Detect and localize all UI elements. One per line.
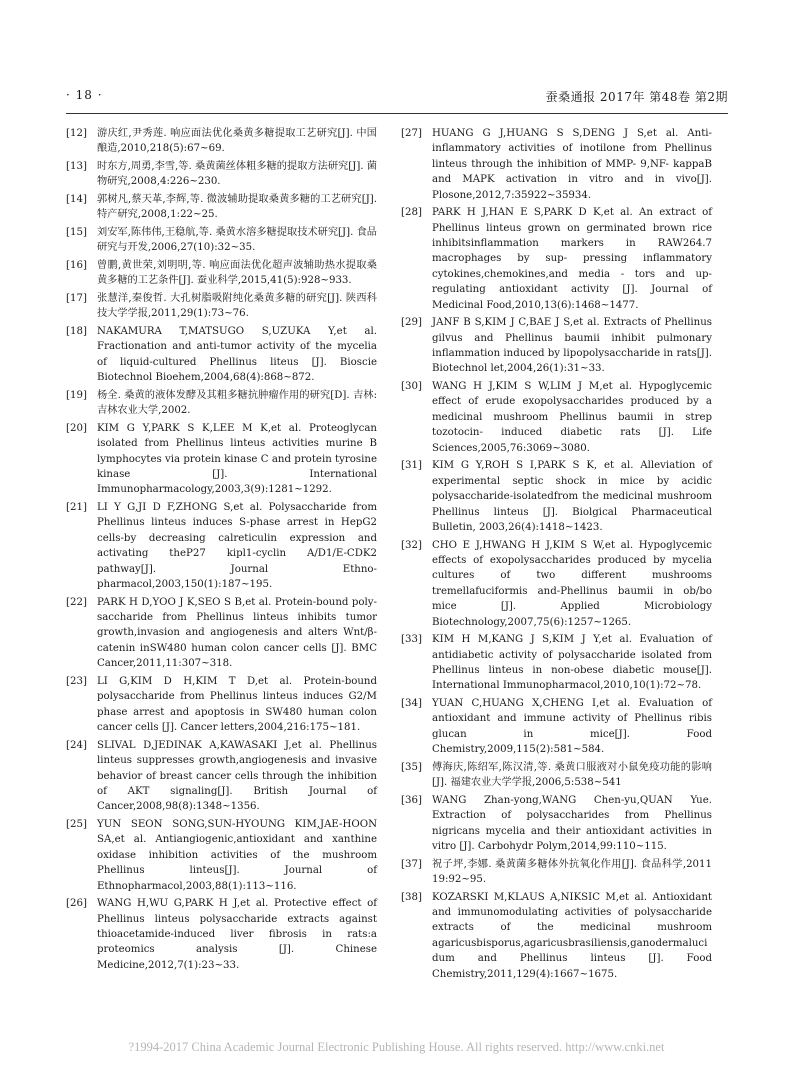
reference-number: [14] [66,194,87,205]
reference-number: [17] [66,293,87,304]
reference-number: [35] [401,761,422,773]
reference-number: [21] [66,502,87,514]
reference-item [66,225,377,256]
reference-item [66,896,377,973]
reference-number: [25] [66,818,87,830]
reference-text: LI G,KIM D H,KIM T D,et al. Protein-bound polysaccharide from Phellinus linteus induces G2/M phase arrest and apoptosis in SW480 human colon cancer cells [J]. Cancer letters,2004,216:175~181. [97,675,377,734]
reference-text: 刘安军,陈伟伟,王稳航,等. 桑黄水溶多糖提取技术研究[J]. 食品研究与开发,2006,27(10):32~35. [97,227,377,254]
reference-item [401,632,712,694]
reference-text: PARK H J,HAN E S,PARK D K,et al. An extract of Phellinus linteus grown on germinated brown rice inhibitsinflammation markers in RAW264.7 macrophages by sup- pressing inflammatory cytokines,chemokines,and media - tors and up- regulating antioxidant activity [J]. Journal of Medicinal Food,2010,13(6):1468~1477. [432,207,712,311]
reference-item [66,674,377,736]
reference-item [401,696,712,758]
reference-text: 傅海庆,陈绍军,陈汉清,等. 桑黄口服液对小鼠免疫功能的影响[J]. 福建农业大学学报,2006,5:538~541 [432,761,712,789]
reference-text: PARK H D,YOO J K,SEO S B,et al. Protein-bound poly- saccharide from Phellinus linteus inhibits tumor growth,invasion and angiogenesis and alters Wnt/β-catenin inSW480 human colon cancer cells [J]. BMC Cancer,2011,11:307~318. [97,596,377,670]
reference-item [66,500,377,592]
reference-item [66,421,377,498]
reference-number: [15] [66,227,87,238]
reference-text: LI Y G,JI D F,ZHONG S,et al. Polysaccharide from Phellinus linteus induces S-phase arrest in HepG2 cells-by decreasing calreticulin expression and activating theP27 kipl1-cyclin A/D1/E-CDK2 pathway[J]. Journal Ethno-pharmacol,2003,150(1):187~195. [97,502,377,591]
reference-text: 杨全. 桑黄的液体发酵及其粗多糖抗肿瘤作用的研究[D]. 吉林:吉林农业大学,2002. [97,389,377,417]
reference-text: KIM G Y,PARK S K,LEE M K,et al. Proteoglycan isolated from Phellinus linteus activities murine B lymphocytes via protein kinase C and protein tyrosine kinase [J]. International Immunopharmacology,2003,3(9):1281~1292. [97,422,377,496]
reference-item [401,760,712,791]
reference-text: 祝子坪,李娜. 桑黄菌多糖体外抗氧化作用[J]. 食品科学,2011 19:92~95. [432,858,712,885]
reference-number: [36] [401,794,422,806]
reference-text: SLIVAL D,JEDINAK A,KAWASAKI J,et al. Phellinus linteus suppresses growth,angiogenesis and invasive behavior of breast cancer cells through the inhibition of AKT signaling[J]. British Journal of Cancer,2008,98(8):1348~1356. [97,739,377,813]
reference-item [401,538,712,630]
reference-text: YUN SEON SONG,SUN-HYOUNG KIM,JAE-HOON SA,et al. Antiangiogenic,antioxidant and xanthine oxidase inhibition activities of the mushroom Phellinus linteus[J]. Journal of Ethnopharmacol,2003,88(1):113~116. [97,818,377,892]
page-header [66,88,728,108]
reference-number: [30] [401,381,422,393]
header-rule [66,113,728,114]
reference-text: KIM H M,KANG J S,KIM J Y,et al. Evaluation of antidiabetic activity of polysaccharide isolated from Phellinus linteus in non-obese diabetic mouse[J]. International Immunopharmacol,2010,10(1):72~78. [432,634,712,692]
reference-item [401,793,712,855]
reference-item [401,379,712,456]
reference-item [401,205,712,313]
reference-text: YUAN C,HUANG X,CHENG I,et al. Evaluation of antioxidant and immune activity of Phellinus ribis glucan in mice[J]. Food Chemistry,2009,115(2):581~584. [432,697,712,756]
reference-number: [16] [66,260,87,271]
reference-text: HUANG G J,HUANG S S,DENG J S,et al. Anti-inflammatory activities of inotilone from Phellinus linteus through the inhibition of MMP- 9,NF- kappaB and MAPK activation in vitro and in vivo[J]. Plosone,2012,7:35922~35934. [432,128,712,201]
reference-number: [22] [66,596,87,608]
reference-number: [18] [66,326,87,337]
reference-number: [23] [66,675,87,687]
reference-item [66,126,377,157]
reference-text: 曾鹏,黄世荣,刘明明,等. 响应面法优化超声波辅助热水提取桑黄多糖的工艺条件[J]. 蚕业科学,2015,41(5):928~933. [97,260,377,287]
reference-text: WANG H J,KIM S W,LIM J M,et al. Hypoglycemic effect of erude exopolysaccharides produced by a medicinal mushroom Phellinus baumii in strep tozotocin- induced diabetic rats [J]. Life Sciences,2005,76:3069~3080. [432,381,712,454]
reference-text: KOZARSKI M,KLAUS A,NIKSIC M,et al. Antioxidant and immunomodulating activities of polysaccharide extracts of the medicinal mushroom agaricusbisporus,agaricusbrasiliensis,ganodermalucidum and Phellinus linteus [J]. Food Chemistry,2011,129(4):1667~1675. [432,891,712,980]
reference-text: NAKAMURA T,MATSUGO S,UZUKA Y,et al. Fractionation and anti-tumor activity of the mycelia of liquid-cultured Phellinus liteus [J]. Bioscie Biotechnol Bioehem,2004,68(4):868~872. [97,326,377,384]
reference-text: WANG H,WU G,PARK H J,et al. Protective effect of Phellinus linteus polysaccharide extracts against thioacetamide-induced liver fibrosis in rats:a proteomics analysis [J]. Chinese Medicine,2012,7(1):23~33. [97,898,377,971]
reference-item [66,192,377,223]
reference-number: [13] [66,161,87,172]
copyright-footer: ?1994-2017 China Academic Journal Electronic Publishing House. All rights reserved. http://www.cnki.net [128,1040,665,1054]
page-number: · 18 · [66,88,103,102]
reference-number: [31] [401,460,422,472]
reference-number: [32] [401,539,422,551]
reference-number: [24] [66,739,87,751]
reference-item [401,890,712,982]
journal-info: 蚕桑通报 2017年 第48卷 第2期 [545,90,728,104]
reference-item [401,458,712,535]
reference-item [66,291,377,322]
reference-number: [20] [66,422,87,434]
reference-item [66,324,377,386]
reference-item [66,817,377,894]
reference-number: [37] [401,858,422,870]
reference-text: CHO E J,HWANG H J,KIM S W,et al. Hypoglycemic effects of exopolysaccharides produced by mycelia cultures of two different mushrooms tremellafuciformis and-Phellinus baumii in ob/bo mice [J]. Applied Microbiology Biotechnology,2007,75(6):1257~1265. [432,539,712,628]
reference-number: [27] [401,128,422,139]
reference-number: [12] [66,128,87,139]
reference-number: [28] [401,207,422,219]
reference-text: 郭树凡,蔡天革,李辉,等. 微波辅助提取桑黄多糖的工艺研究[J]. 特产研究,2008,1:22~25. [97,194,377,221]
reference-text: 游庆红,尹秀莲. 响应面法优化桑黄多糖提取工艺研究[J]. 中国酿造,2010,218(5):67~69. [97,128,377,155]
reference-item [66,595,377,672]
references-right-column [401,126,712,984]
reference-text: 时东方,周勇,李雪,等. 桑黄菌丝体粗多糖的提取方法研究[J]. 菌物研究,2008,4:226~230. [97,161,377,188]
reference-item [66,388,377,419]
reference-number: [29] [401,317,422,329]
reference-number: [19] [66,389,87,401]
reference-item [401,857,712,888]
reference-number: [26] [66,898,87,910]
reference-number: [34] [401,697,422,709]
reference-text: KIM G Y,ROH S I,PARK S K, et al. Alleviation of experimental septic shock in mice by acidic polysaccharide-isolatedfrom the medicinal mushroom Phellinus linteus [J]. Biolgical Pharmaceutical Bulletin, 2003,26(4):1418~1423. [432,460,712,533]
references-left-column [66,126,377,975]
reference-item [66,159,377,190]
reference-text: WANG Zhan-yong,WANG Chen-yu,QUAN Yue. Extraction of polysaccharides from Phellinus nigricans mycelia and their antioxidant activities in vitro [J]. Carbohydr Polym,2014,99:110~115. [432,794,712,852]
reference-item [66,258,377,289]
reference-text: 张慧洋,秦俊哲. 大孔树脂吸附纯化桑黄多糖的研究[J]. 陕西科技大学学报,2011,29(1):73~76. [97,293,377,320]
reference-text: JANF B S,KIM J C,BAE J S,et al. Extracts of Phellinus gilvus and Phellinus baumii inhibit pulmonary inflammation induced by lipopolysaccharide in rats[J]. Biotechnol let,2004,26(1):31~33. [432,317,712,375]
reference-item [401,315,712,377]
reference-number: [33] [401,634,422,646]
reference-item [66,738,377,815]
reference-item [401,126,712,203]
reference-number: [38] [401,891,422,903]
